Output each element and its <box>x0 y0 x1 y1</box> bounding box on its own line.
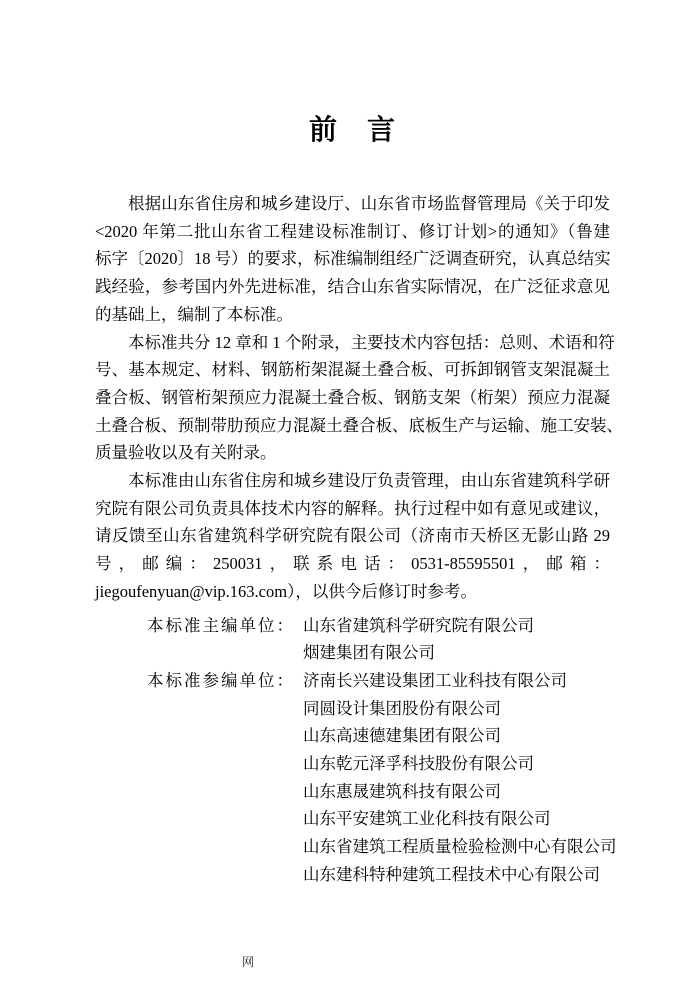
paragraph-line: 本标准共分 12 章和 1 个附录，主要技术内容包括：总则、术语和符 <box>128 332 615 352</box>
paragraph-line: 号，邮编：250031，联系电话：0531-85595501，邮箱： <box>95 554 610 574</box>
participating-editor-row <box>95 667 610 695</box>
participating-editor-row <box>95 805 610 833</box>
unit-label-spacer <box>95 695 303 723</box>
paragraph-line: 根据山东省住房和城乡建设厅、山东省市场监督管理局《关于印发 <box>128 194 610 213</box>
participating-editor-row <box>95 833 617 861</box>
paragraph-line: 质量验收以及有关附录。 <box>95 443 277 463</box>
chief-editor-unit: 烟建集团有限公司 <box>303 643 435 663</box>
participating-editor-unit: 山东高速德建集团有限公司 <box>303 726 501 746</box>
chief-editor-label: 本标准主编单位： <box>147 615 295 635</box>
unit-label-spacer <box>95 833 303 861</box>
participating-editor-label: 本标准参编单位： <box>147 670 295 690</box>
participating-editor-unit: 济南长兴建设集团工业科技有限公司 <box>303 670 567 690</box>
page-title: 前 言 <box>308 115 396 146</box>
participating-editor-unit: 山东省建筑工程质量检验检测中心有限公司 <box>303 837 617 857</box>
editor-units-section <box>95 612 617 889</box>
participating-editor-unit: 山东乾元泽孚科技股份有限公司 <box>303 754 534 774</box>
paragraph-line: 标字〔2020〕18 号）的要求，标准编制组经广泛调查研究，认真总结实 <box>95 249 611 269</box>
paragraph-line: 究院有限公司负责具体技术内容的解释。执行过程中如有意见或建议， <box>95 498 610 518</box>
chief-editor-unit: 山东省建筑科学研究院有限公司 <box>303 615 534 635</box>
paragraph-line: 请反馈至山东省建筑科学研究院有限公司（济南市天桥区无影山路 29 <box>95 526 610 546</box>
paragraph-line: jiegoufenyuan@vip.163.com），以供今后修订时参考。 <box>95 581 477 601</box>
paragraph-contents <box>95 329 623 468</box>
unit-label-spacer <box>95 639 303 667</box>
unit-label-spacer <box>95 750 303 778</box>
footer-watermark: 网 <box>242 955 255 969</box>
paragraph-basis <box>95 190 610 329</box>
paragraph-line: 践经验，参考国内外先进标准，结合山东省实际情况，在广泛征求意见 <box>95 277 610 297</box>
participating-editor-row <box>95 695 610 723</box>
participating-editor-row <box>95 722 610 750</box>
participating-editor-unit: 山东建科特种建筑工程技术中心有限公司 <box>303 864 600 884</box>
paragraph-management <box>95 467 610 606</box>
unit-label-spacer <box>95 722 303 750</box>
participating-editor-unit: 同圆设计集团股份有限公司 <box>303 698 501 718</box>
paragraph-line: 的基础上，编制了本标准。 <box>95 304 293 324</box>
participating-editor-unit: 山东惠晟建筑科技有限公司 <box>303 781 501 801</box>
page-content <box>95 115 623 889</box>
unit-label-spacer <box>95 861 303 889</box>
participating-editor-row <box>95 750 610 778</box>
paragraph-line: <2020 年第二批山东省工程建设标准制订、修订计划>的通知》（鲁建 <box>95 221 610 241</box>
paragraph-line: 土叠合板、预制带肋预应力混凝土叠合板、底板生产与运输、施工安装、 <box>95 415 623 435</box>
participating-editor-row <box>95 778 610 806</box>
participating-editor-row <box>95 861 610 889</box>
unit-label-spacer <box>95 805 303 833</box>
chief-editor-row <box>95 639 610 667</box>
participating-editor-unit: 山东平安建筑工业化科技有限公司 <box>303 809 551 829</box>
chief-editor-row <box>95 612 610 640</box>
unit-label-spacer <box>95 778 303 806</box>
paragraph-line: 本标准由山东省住房和城乡建设厅负责管理，由山东省建筑科学研 <box>128 471 610 491</box>
paragraph-line: 叠合板、钢管桁架预应力混凝土叠合板、钢筋支架（桁架）预应力混凝 <box>95 387 610 407</box>
paragraph-line: 号、基本规定、材料、钢筋桁架混凝土叠合板、可拆卸钢管支架混凝土 <box>95 360 610 380</box>
